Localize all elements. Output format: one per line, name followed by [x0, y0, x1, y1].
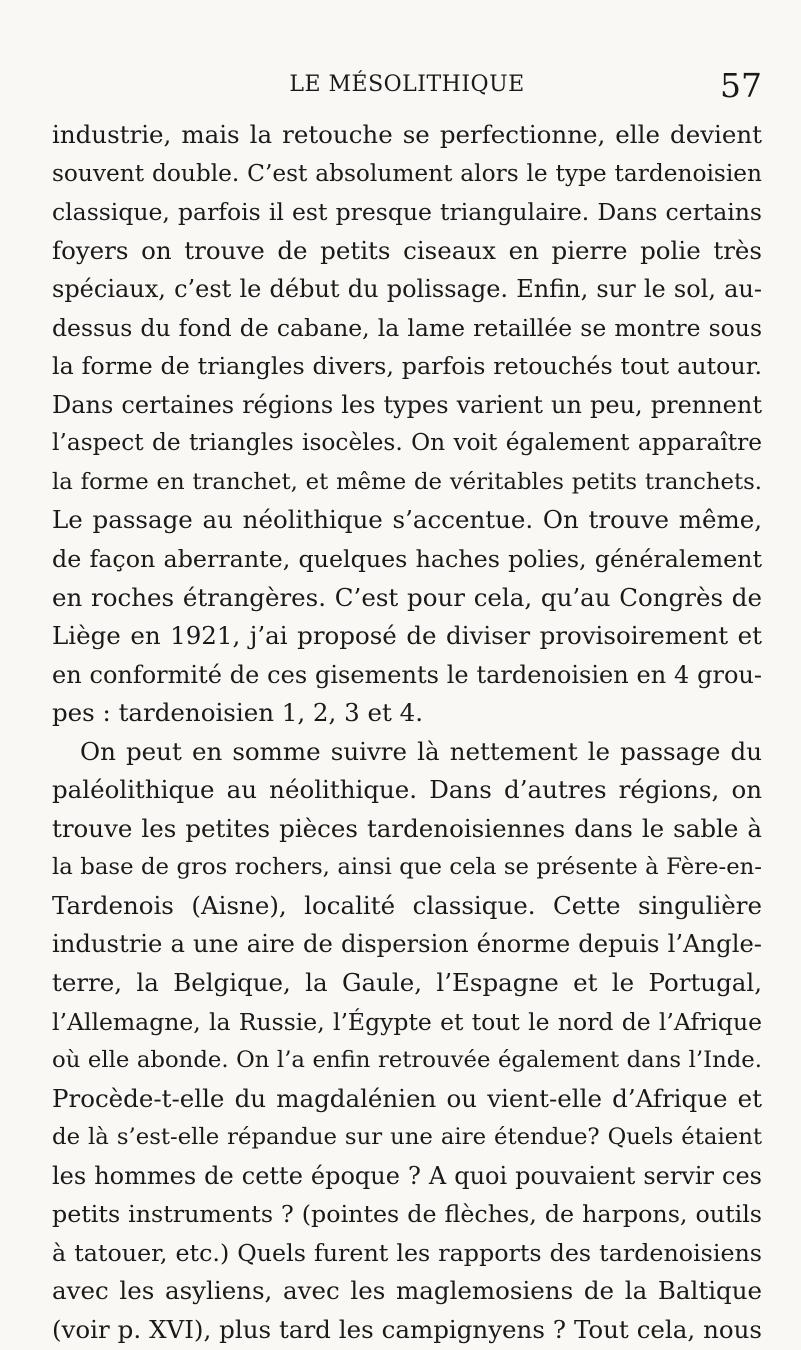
body-text	[52, 116, 762, 1350]
text-line: Dans certaines régions les types varient un peu, prennent	[52, 390, 762, 419]
text-line: Tardenois (Aisne), localité classique. Cette singulière	[52, 890, 762, 920]
page-number: 57	[720, 66, 762, 105]
chapter-title: LE MÉSOLITHIQUE	[289, 72, 525, 97]
text-line: de là s’est-elle répandue sur une aire étendue? Quels étaient	[52, 1124, 762, 1151]
paragraph-end-line: pes : tardenoisien 1, 2, 3 et 4.	[52, 698, 423, 728]
text-line: terre, la Belgique, la Gaule, l’Espagne et le Portugal,	[52, 968, 762, 998]
text-line: l’aspect de triangles isocèles. On voit également apparaître	[52, 429, 762, 457]
text-line: en conformité de ces gisements le tardenoisien en 4 grou-	[52, 660, 762, 689]
text-line: avec les asyliens, avec les maglemosiens de la Baltique	[52, 1276, 762, 1306]
text-line: à tatouer, etc.) Quels furent les rapports des tardenoisiens	[52, 1238, 762, 1267]
text-line: en roches étrangères. C’est pour cela, qu’au Congrès de	[52, 582, 762, 612]
text-line: l’Allemagne, la Russie, l’Égypte et tout le nord de l’Afrique	[52, 1007, 762, 1036]
text-line: Le passage au néolithique s’accentue. On trouve même,	[52, 505, 762, 535]
text-line: trouve les petites pièces tardenoisiennes dans le sable à	[52, 813, 762, 843]
text-line: petits instruments ? (pointes de flèches, de harpons, outils	[52, 1200, 762, 1229]
text-line: dessus du fond de cabane, la lame retaillée se montre sous	[52, 313, 762, 342]
text-line: de façon aberrante, quelques haches polies, généralement	[52, 545, 762, 574]
text-line: (voir p. XVI), plus tard les campignyens ? Tout cela, nous	[52, 1314, 762, 1344]
running-header	[52, 66, 762, 110]
text-line: la forme en tranchet, et même de véritables petits tranchets.	[52, 468, 762, 495]
text-line: industrie, mais la retouche se perfectionne, elle devient	[52, 120, 762, 149]
paragraph-start-line: On peut en somme suivre là nettement le passage du	[80, 736, 762, 766]
text-line: la forme de triangles divers, parfois retouchés tout autour.	[52, 352, 762, 381]
text-line: foyers on trouve de petits ciseaux en pierre polie très	[52, 235, 762, 265]
text-line: paléolithique au néolithique. Dans d’autres régions, on	[52, 775, 762, 805]
text-line: où elle abonde. On l’a enfin retrouvée également dans l’Inde.	[52, 1047, 762, 1074]
text-line: la base de gros rochers, ainsi que cela se présente à Fère-en-	[52, 854, 762, 881]
text-line: les hommes de cette époque ? A quoi pouvaient servir ces	[52, 1161, 762, 1190]
text-line: spéciaux, c’est le début du polissage. Enfin, sur le sol, au-	[52, 275, 762, 304]
text-line: classique, parfois il est presque triangulaire. Dans certains	[52, 198, 762, 227]
text-line: Procède-t-elle du magdalénien ou vient-elle d’Afrique et	[52, 1083, 762, 1113]
text-line: souvent double. C’est absolument alors le type tardenoisien	[52, 159, 762, 187]
text-line: Liège en 1921, j’ai proposé de diviser provisoirement et	[52, 621, 762, 651]
text-line: industrie a une aire de dispersion énorme depuis l’Angle-	[52, 929, 762, 959]
